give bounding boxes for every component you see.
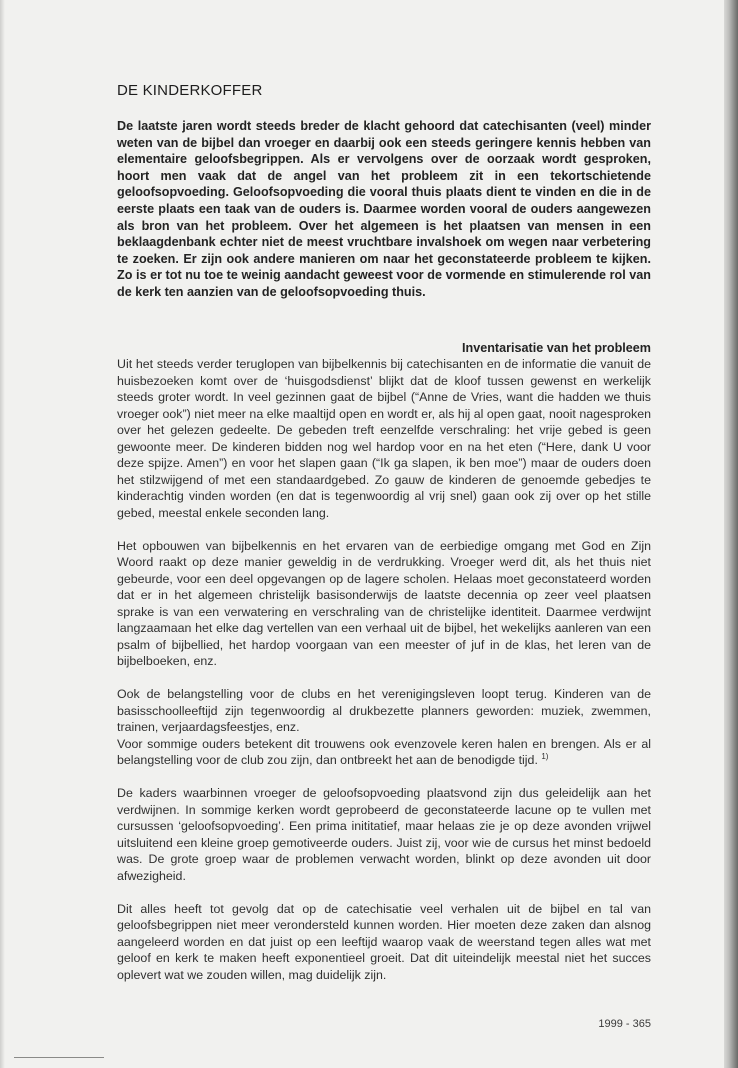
- section-heading: Inventarisatie van het probleem: [462, 341, 651, 355]
- article-title: DE KINDERKOFFER: [117, 82, 263, 99]
- page-number: 1999 - 365: [598, 1018, 651, 1030]
- body-paragraph-5: De kaders waarbinnen vroeger de geloofsopvoeding plaatsvond zijn dus geleidelijk aan het verdwijnen. In sommige kerken wordt geprobeerd de geconstateerde lacune op te vullen met cursussen ‘geloofsopvoeding’. Een prima inititatief, maar helaas zie je op deze avonden vrijwel uitsluitend een kleine groep gemotiveerde ouders. Juist zij, voor wie de cursus het minst bedoeld was. De grote groep waar de problemen verwacht worden, blinkt op deze avonden uit door afwezigheid.: [117, 786, 651, 883]
- intro-paragraph: De laatste jaren wordt steeds breder de klacht gehoord dat catechisanten (veel) minder weten van de bijbel dan vroeger en daarbij ook een steeds geringere kennis hebben van elementaire geloofsbegrippen. Als er vervolgens over de oorzaak wordt gesproken, hoort men vaak dat de angel van het probleem zit in een tekortschietende geloofsopvoeding. Geloofsopvoeding die vooral thuis plaats dient te vinden en die in de eerste plaats een taak van de ouders is. Daarmee worden vooral de ouders aangewezen als bron van het probleem. Over het algemeen is het plaatsen van mensen in een beklaagdenbank echter niet de meest vruchtbare invalshoek om wegen naar verbetering te zoeken. Er zijn ook andere manieren om naar het geconstateerde probleem te kijken. Zo is er tot nu toe te weinig aandacht geweest voor de vormende en stimulerende rol van de kerk ten aanzien van de geloofsopvoeding thuis.: [117, 119, 651, 299]
- body-paragraph-1: Uit het steeds verder teruglopen van bijbelkennis bij catechisanten en de informatie die vanuit de huisbezoeken komt over de ‘huisgodsdienst’ blijkt dat de kloof tussen gewenst en werkelijk steeds groter wordt. In veel gezinnen gaat de bijbel (“Anne de Vries, want die hadden we thuis vroeger ook”) niet meer na elke maaltijd open en wordt er, als hij al open gaat, nooit nagesproken over het gelezen gedeelte. De gebeden treft eenzelfde verschraling: het vrije gebed is geen gewoonte meer. De kinderen bidden nog wel hardop voor en na het eten (“Here, dank U voor deze spijze. Amen”) en voor het slapen gaan (“Ik ga slapen, ik ben moe”) maar de ouders doen het stilzwijgend of met een standaardgebed. Zo gauw de kinderen de genoemde gebedjes te kinderachtig vinden worden (en dat is tegenwoordig al vrij snel) gaan ook zij over op het stille gebed, meestal enkele seconden lang.: [117, 357, 651, 520]
- article-intro: [117, 118, 651, 301]
- body-paragraph-4-text: Voor sommige ouders betekent dit trouwens ook evenzovele keren halen en brengen. Als er al belangstelling voor de club zou zijn, dan ontbreekt het aan de benodigde tijd.: [117, 736, 651, 767]
- footnote-reference: 1): [541, 751, 549, 761]
- body-paragraph-3: Ook de belangstelling voor de clubs en het verenigingsleven loopt terug. Kinderen van de basisschoolleeftijd zijn tegenwoordig al drukbezette planners geworden: muziek, zwemmen, trainen, verjaardagsfeestjes, enz.: [117, 687, 651, 734]
- page-left-edge: [0, 0, 5, 1068]
- bottom-rule: [14, 1057, 104, 1058]
- article-body: [117, 356, 651, 1000]
- body-paragraph-2: Het opbouwen van bijbelkennis en het ervaren van de eerbiedige omgang met God en Zijn Woord raakt op deze manier geweldig in de verdrukking. Vroeger werd dit, als het thuis niet gebeurde, voor een deel opgevangen op de lagere scholen. Helaas moet geconstateerd worden dat er in het algemeen christelijk basisonderwijs de laatste decennia op zeer veel plaatsen sprake is van een verwatering en verschraling van de christelijke identiteit. Daarmee verdwijnt langzaamaan het elke dag vertellen van een verhaal uit de bijbel, het wekelijks aanleren van een psalm of bijbellied, het hardop voorgaan van een meester of juf in de klas, het leren van de bijbelboeken, enz.: [117, 538, 651, 668]
- body-paragraph-6: Dit alles heeft tot gevolg dat op de catechisatie veel verhalen uit de bijbel en tal van geloofsbegrippen niet meer verondersteld kunnen worden. Hier moeten deze zaken dan alsnog aangeleerd worden en dat juist op een leeftijd waarop vaak de weerstand tegen alles wat met geloof en kerk te maken heeft exponentieel groeit. Dat dit uiteindelijk meestal niet het succes oplevert wat we zouden willen, mag duidelijk zijn.: [117, 901, 651, 982]
- page-right-edge-shadow: [724, 0, 738, 1068]
- body-paragraph-4: [117, 736, 651, 769]
